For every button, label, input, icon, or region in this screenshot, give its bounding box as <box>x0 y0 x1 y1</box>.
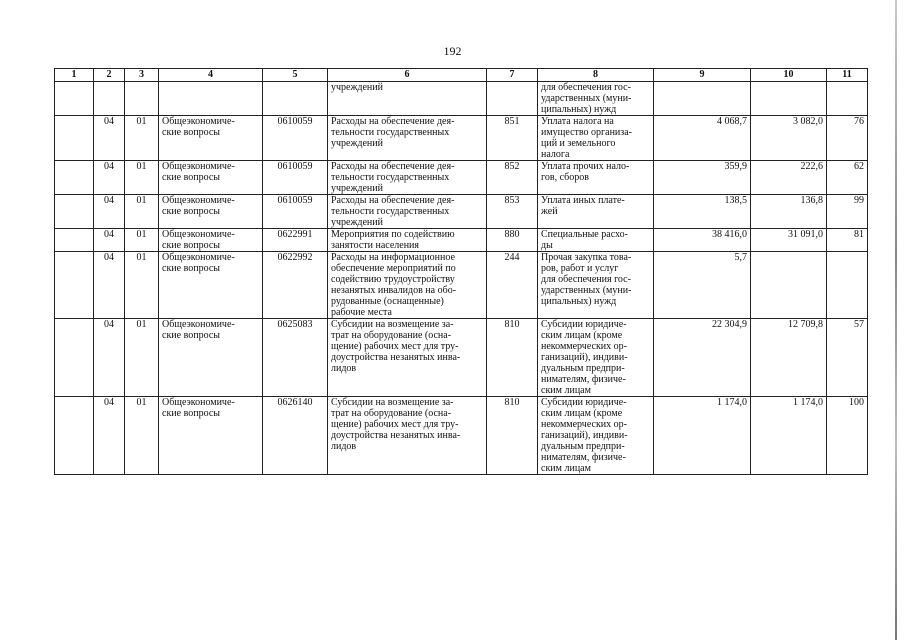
cell-text-line: гов, сборов <box>541 172 589 183</box>
cell-row-number <box>55 195 94 229</box>
cell-text-line: ципальных) нужд <box>541 296 617 307</box>
cell-target-article: 0610059 <box>263 116 328 161</box>
cell-section: 04 <box>94 397 125 475</box>
cell-amount-actual: 136,8 <box>751 195 827 229</box>
cell-text-line: дуальным предпри- <box>541 363 625 374</box>
cell-expense-type-name <box>538 82 654 116</box>
cell-text-line: лидов <box>331 363 357 374</box>
cell-text-line: Общеэкономиче- <box>162 319 235 330</box>
page-number: 192 <box>443 44 462 58</box>
column-number: 6 <box>328 69 487 82</box>
cell-percent <box>827 252 868 319</box>
cell-target-article: 0610059 <box>263 161 328 195</box>
cell-subsection: 01 <box>125 161 159 195</box>
cell-expense-type: 851 <box>487 116 538 161</box>
cell-text-line: доустройства незанятых инва- <box>331 430 461 441</box>
cell-amount-planned: 22 304,9 <box>654 319 751 397</box>
table-body <box>55 82 868 475</box>
cell-article-name <box>328 82 487 116</box>
cell-text-line: ские вопросы <box>162 263 220 274</box>
cell-text-line: доустройства незанятых инва- <box>331 352 461 363</box>
cell-section <box>94 82 125 116</box>
cell-amount-actual: 222,6 <box>751 161 827 195</box>
column-number: 11 <box>827 69 868 82</box>
cell-expense-type-name <box>538 319 654 397</box>
cell-subsection: 01 <box>125 397 159 475</box>
cell-text-line: ским лицам (кроме <box>541 330 623 341</box>
cell-expense-type-name <box>538 397 654 475</box>
cell-target-article: 0625083 <box>263 319 328 397</box>
cell-amount-planned: 359,9 <box>654 161 751 195</box>
cell-text-line: ударственных (муни- <box>541 285 632 296</box>
cell-text-line: ганизаций), индиви- <box>541 430 628 441</box>
table-row <box>55 252 868 319</box>
cell-text-line: лидов <box>331 441 357 452</box>
cell-article-name <box>328 195 487 229</box>
cell-text-line: дуальным предпри- <box>541 441 625 452</box>
cell-section-name <box>159 397 263 475</box>
cell-text-line: Расходы на информационное <box>331 252 455 263</box>
cell-text-line: щение) рабочих мест для тру- <box>331 419 459 430</box>
cell-text-line: Субсидии юридиче- <box>541 319 627 330</box>
cell-text-line: тельности государственных <box>331 127 450 138</box>
cell-text-line: Прочая закупка това- <box>541 252 632 263</box>
cell-subsection: 01 <box>125 252 159 319</box>
cell-text-line: незанятых инвалидов на обо- <box>331 285 457 296</box>
cell-text-line: Общеэкономиче- <box>162 397 235 408</box>
cell-percent <box>827 82 868 116</box>
cell-text-line: Уплата прочих нало- <box>541 161 630 172</box>
cell-text-line: для обеспечения гос- <box>541 274 631 285</box>
cell-text-line: учреждений <box>331 138 383 149</box>
cell-section: 04 <box>94 195 125 229</box>
cell-article-name <box>328 161 487 195</box>
cell-text-line: Уплата налога на <box>541 116 614 127</box>
cell-percent: 62 <box>827 161 868 195</box>
cell-text-line: ским лицам (кроме <box>541 408 623 419</box>
cell-text-line: занятости населения <box>331 240 420 251</box>
cell-section-name <box>159 116 263 161</box>
cell-percent: 57 <box>827 319 868 397</box>
cell-amount-actual <box>751 82 827 116</box>
cell-text-line: нимателям, физиче- <box>541 374 626 385</box>
column-number-row <box>55 69 868 82</box>
cell-percent: 99 <box>827 195 868 229</box>
cell-expense-type: 810 <box>487 397 538 475</box>
cell-section-name <box>159 319 263 397</box>
cell-text-line: Расходы на обеспечение дея- <box>331 195 455 206</box>
cell-text-line: ские вопросы <box>162 408 220 419</box>
cell-subsection: 01 <box>125 195 159 229</box>
cell-target-article: 0622991 <box>263 229 328 252</box>
column-number: 9 <box>654 69 751 82</box>
cell-section-name <box>159 229 263 252</box>
cell-text-line: Расходы на обеспечение дея- <box>331 116 455 127</box>
column-number: 2 <box>94 69 125 82</box>
cell-text-line: налога <box>541 149 570 160</box>
cell-text-line: некоммерческих ор- <box>541 341 627 352</box>
table-row <box>55 82 868 116</box>
cell-section: 04 <box>94 161 125 195</box>
cell-text-line: Расходы на обеспечение дея- <box>331 161 455 172</box>
cell-text-line: для обеспечения гос- <box>541 82 631 93</box>
cell-subsection: 01 <box>125 116 159 161</box>
column-number: 1 <box>55 69 94 82</box>
cell-text-line: учреждений <box>331 82 383 93</box>
cell-expense-type-name <box>538 116 654 161</box>
cell-row-number <box>55 319 94 397</box>
cell-text-line: рудованные (оснащенные) <box>331 296 444 307</box>
cell-text-line: тельности государственных <box>331 206 450 217</box>
cell-expense-type: 810 <box>487 319 538 397</box>
column-number: 10 <box>751 69 827 82</box>
cell-text-line: ские вопросы <box>162 172 220 183</box>
cell-text-line: обеспечение мероприятий по <box>331 263 456 274</box>
cell-article-name <box>328 116 487 161</box>
cell-text-line: ций и земельного <box>541 138 616 149</box>
table-row <box>55 195 868 229</box>
cell-text-line: Уплата иных плате- <box>541 195 625 206</box>
cell-section-name <box>159 161 263 195</box>
cell-text-line: ские вопросы <box>162 330 220 341</box>
cell-text-line: имущество организа- <box>541 127 632 138</box>
cell-amount-actual: 31 091,0 <box>751 229 827 252</box>
cell-text-line: Субсидии юридиче- <box>541 397 627 408</box>
cell-text-line: Субсидии на возмещение за- <box>331 397 454 408</box>
cell-text-line: ские вопросы <box>162 206 220 217</box>
cell-row-number <box>55 229 94 252</box>
cell-text-line: ские вопросы <box>162 127 220 138</box>
cell-text-line: ганизаций), индиви- <box>541 352 628 363</box>
column-number: 3 <box>125 69 159 82</box>
cell-amount-planned: 4 068,7 <box>654 116 751 161</box>
cell-text-line: ды <box>541 240 553 251</box>
cell-expense-type: 853 <box>487 195 538 229</box>
cell-section: 04 <box>94 229 125 252</box>
cell-section: 04 <box>94 252 125 319</box>
cell-row-number <box>55 116 94 161</box>
cell-expense-type-name <box>538 252 654 319</box>
cell-article-name <box>328 252 487 319</box>
cell-expense-type-name <box>538 161 654 195</box>
cell-section-name <box>159 82 263 116</box>
cell-section: 04 <box>94 319 125 397</box>
cell-expense-type-name <box>538 195 654 229</box>
table-row <box>55 116 868 161</box>
column-number: 4 <box>159 69 263 82</box>
cell-section-name <box>159 252 263 319</box>
cell-text-line: Общеэкономиче- <box>162 229 235 240</box>
cell-text-line: Общеэкономиче- <box>162 195 235 206</box>
cell-row-number <box>55 82 94 116</box>
cell-percent: 100 <box>827 397 868 475</box>
table-row <box>55 229 868 252</box>
cell-text-line: содействию трудоустройству <box>331 274 455 285</box>
cell-text-line: Мероприятия по содействию <box>331 229 455 240</box>
cell-text-line: нимателям, физиче- <box>541 452 626 463</box>
cell-text-line: ским лицам <box>541 385 591 396</box>
table-row <box>55 397 868 475</box>
cell-amount-planned: 5,7 <box>654 252 751 319</box>
cell-amount-planned: 138,5 <box>654 195 751 229</box>
cell-expense-type <box>487 82 538 116</box>
cell-article-name <box>328 397 487 475</box>
cell-subsection <box>125 82 159 116</box>
cell-article-name <box>328 319 487 397</box>
budget-table <box>54 68 868 475</box>
cell-target-article <box>263 82 328 116</box>
cell-text-line: ров, работ и услуг <box>541 263 619 274</box>
cell-text-line: Общеэкономиче- <box>162 116 235 127</box>
cell-text-line: учреждений <box>331 183 383 194</box>
cell-text-line: ударственных (муни- <box>541 93 632 104</box>
cell-row-number <box>55 252 94 319</box>
cell-text-line: Специальные расхо- <box>541 229 628 240</box>
cell-text-line: трат на оборудование (осна- <box>331 330 452 341</box>
cell-amount-actual <box>751 252 827 319</box>
cell-article-name <box>328 229 487 252</box>
cell-text-line: Общеэкономиче- <box>162 252 235 263</box>
cell-text-line: ским лицам <box>541 463 591 474</box>
cell-text-line: ские вопросы <box>162 240 220 251</box>
cell-percent: 76 <box>827 116 868 161</box>
cell-text-line: щение) рабочих мест для тру- <box>331 341 459 352</box>
cell-percent: 81 <box>827 229 868 252</box>
cell-text-line: ципальных) нужд <box>541 104 617 115</box>
cell-amount-actual: 3 082,0 <box>751 116 827 161</box>
scan-edge-line <box>895 0 897 640</box>
table-row <box>55 161 868 195</box>
cell-row-number <box>55 161 94 195</box>
cell-amount-planned: 38 416,0 <box>654 229 751 252</box>
cell-text-line: тельности государственных <box>331 172 450 183</box>
cell-text-line: рабочие места <box>331 307 392 318</box>
cell-amount-planned <box>654 82 751 116</box>
cell-row-number <box>55 397 94 475</box>
cell-target-article: 0626140 <box>263 397 328 475</box>
cell-subsection: 01 <box>125 229 159 252</box>
cell-section-name <box>159 195 263 229</box>
cell-text-line: Субсидии на возмещение за- <box>331 319 454 330</box>
cell-text-line: трат на оборудование (осна- <box>331 408 452 419</box>
column-number: 7 <box>487 69 538 82</box>
cell-text-line: жей <box>541 206 558 217</box>
table-row <box>55 319 868 397</box>
column-number: 5 <box>263 69 328 82</box>
cell-section: 04 <box>94 116 125 161</box>
cell-text-line: некоммерческих ор- <box>541 419 627 430</box>
cell-text-line: Общеэкономиче- <box>162 161 235 172</box>
cell-target-article: 0622992 <box>263 252 328 319</box>
cell-amount-actual: 12 709,8 <box>751 319 827 397</box>
cell-expense-type: 852 <box>487 161 538 195</box>
column-number: 8 <box>538 69 654 82</box>
cell-expense-type-name <box>538 229 654 252</box>
cell-amount-planned: 1 174,0 <box>654 397 751 475</box>
cell-amount-actual: 1 174,0 <box>751 397 827 475</box>
cell-text-line: учреждений <box>331 217 383 228</box>
cell-expense-type: 880 <box>487 229 538 252</box>
cell-target-article: 0610059 <box>263 195 328 229</box>
cell-expense-type: 244 <box>487 252 538 319</box>
cell-subsection: 01 <box>125 319 159 397</box>
